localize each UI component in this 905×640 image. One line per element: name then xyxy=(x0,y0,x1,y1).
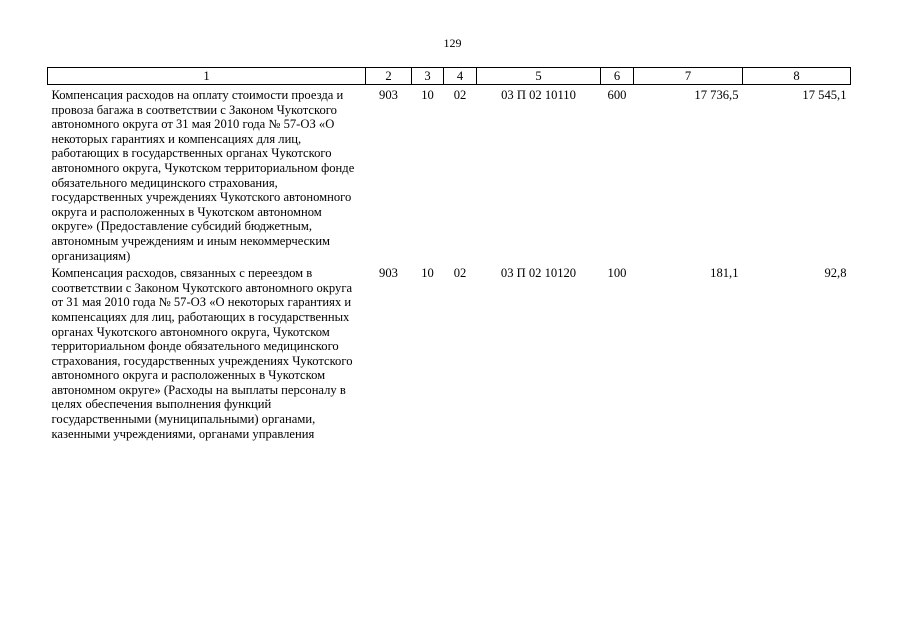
row-description: Компенсация расходов, связанных с переездом в соответствии с Законом Чукотского автономного округа от 31 мая 2010 года № 57-ОЗ «О некоторых гарантиях и компенсациях для лиц, работающих в государственных органах Чукотского автономного округа, Чукотском территориальном фонде обязательного медицинского страхования, государственных учреждениях Чукотского автономного округа и расположенных в Чукотском автономном округе» (Расходы на выплаты персоналу в целях обеспечения выполнения функций государственными (муниципальными) органами, казенными учреждениями, органами управления xyxy=(51,266,353,441)
row-expense-type: 600 xyxy=(607,88,627,102)
header-col-6: 6 xyxy=(601,68,634,85)
table-row xyxy=(48,263,851,441)
table-row xyxy=(48,85,851,264)
header-col-4: 4 xyxy=(444,68,477,85)
header-col-7: 7 xyxy=(634,68,743,85)
row-amount-1: 17 736,5 xyxy=(694,88,739,102)
budget-table xyxy=(47,67,851,441)
row-amount-2: 17 545,1 xyxy=(802,88,847,102)
row-description: Компенсация расходов на оплату стоимости проезда и провоза багажа в соответствии с Законом Чукотского автономного округа от 31 мая 2010 года № 57-ОЗ «О некоторых гарантиях и компенсациях для лиц, работающих в государственных органах Чукотского автономного округа, Чукотском территориальном фонде обязательного медицинского страхования, государственных учреждениях Чукотского автономного округа и расположенных в Чукотском автономном округе» (Предоставление субсидий бюджетным, автономным учреждениям и иным некоммерческим организациям) xyxy=(51,88,355,263)
row-target-article: 03 П 02 10120 xyxy=(500,266,577,281)
header-col-2: 2 xyxy=(366,68,412,85)
row-section: 10 xyxy=(421,88,434,102)
table-header-row xyxy=(48,68,851,85)
row-amount-1: 181,1 xyxy=(710,266,739,281)
header-col-5: 5 xyxy=(477,68,601,85)
header-col-3: 3 xyxy=(412,68,444,85)
row-amount-2: 92,8 xyxy=(824,266,847,281)
page-number: 129 xyxy=(443,36,462,50)
header-col-1: 1 xyxy=(48,68,366,85)
header-col-8: 8 xyxy=(743,68,851,85)
row-subsection: 02 xyxy=(453,266,467,281)
row-ministry: 903 xyxy=(379,266,398,281)
row-subsection: 02 xyxy=(453,88,467,102)
row-ministry: 903 xyxy=(379,88,398,102)
row-target-article: 03 П 02 10110 xyxy=(501,88,576,102)
row-section: 10 xyxy=(421,266,434,281)
row-expense-type: 100 xyxy=(607,266,627,281)
